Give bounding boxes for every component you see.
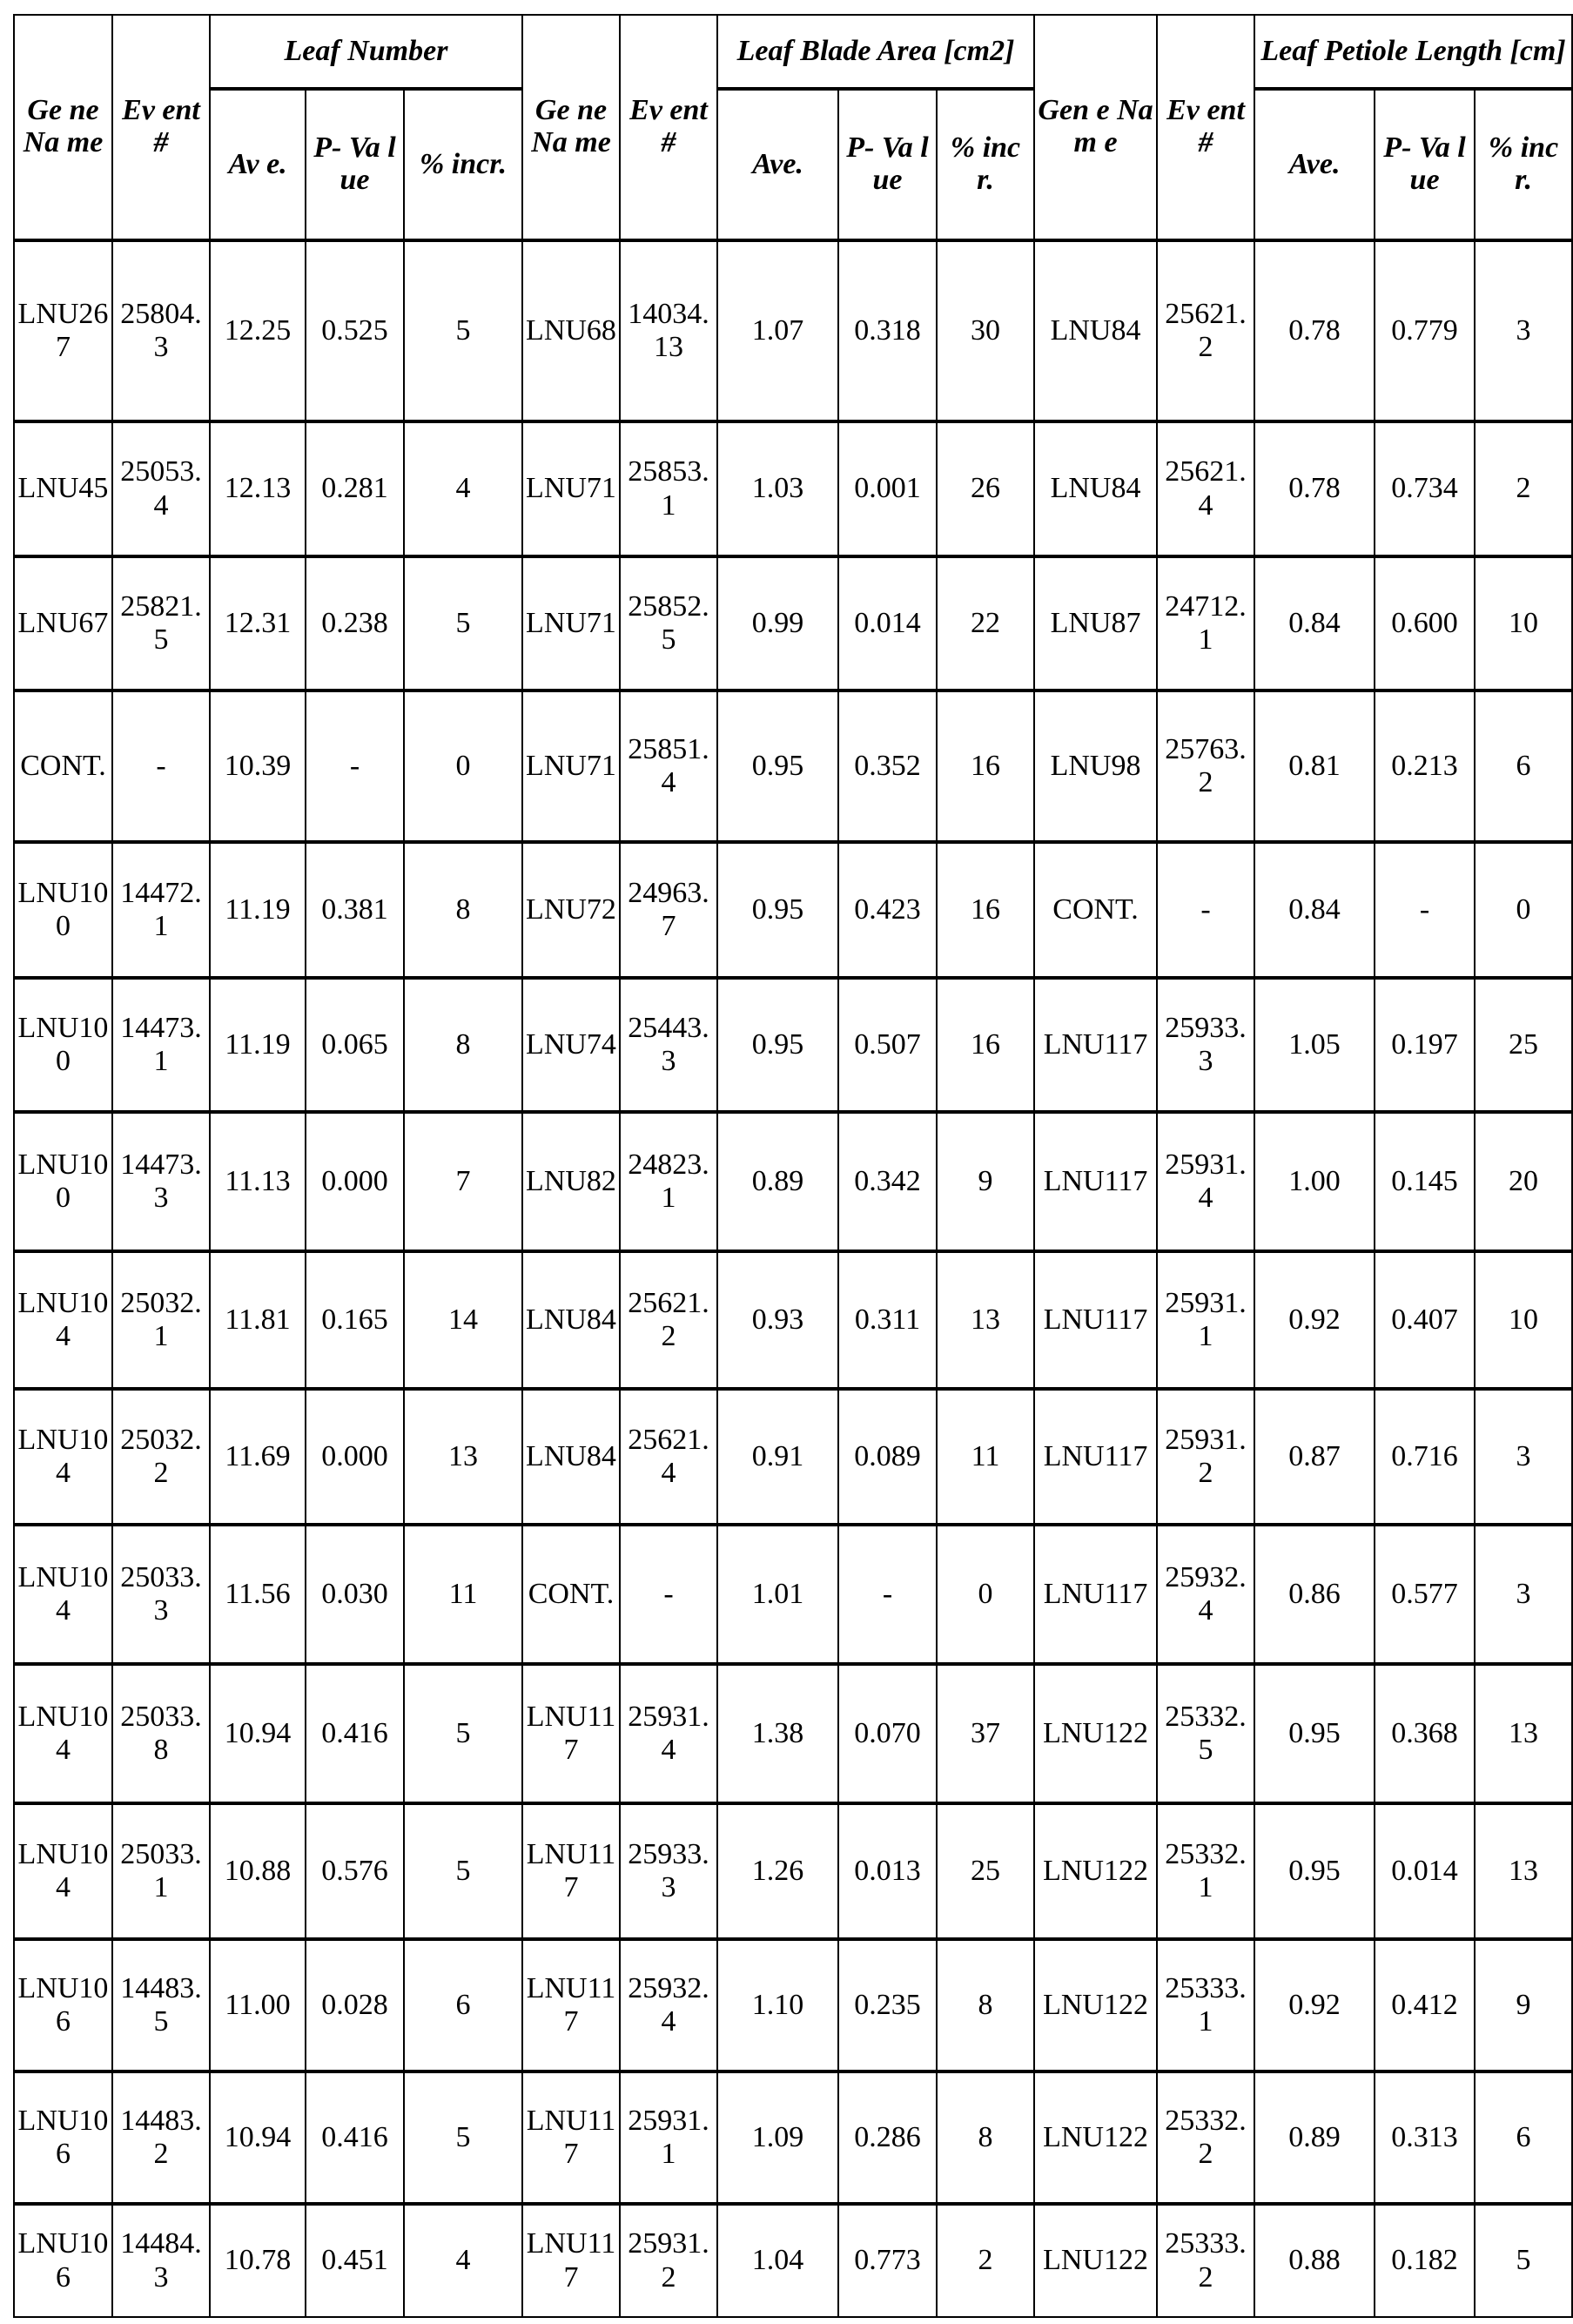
cell-g3-incr: 0 (1475, 842, 1572, 978)
cell-g1-incr: 5 (404, 1803, 522, 1939)
cell-g2-incr: 16 (937, 842, 1034, 978)
cell-g3-gene: LNU117 (1034, 978, 1157, 1112)
table-row (14, 1251, 1572, 1389)
cell-g1-event: 25033.3 (112, 1525, 210, 1664)
cell-g1-gene: LNU100 (14, 1112, 112, 1251)
cell-g1-ave: 12.31 (210, 556, 306, 690)
cell-g2-ave: 1.38 (717, 1664, 838, 1803)
cell-g2-gene: LNU117 (522, 1664, 620, 1803)
cell-g2-ave: 0.93 (717, 1251, 838, 1389)
cell-g2-ave: 0.95 (717, 842, 838, 978)
cell-g3-incr: 9 (1475, 1939, 1572, 2071)
cell-g2-p: 0.423 (838, 842, 937, 978)
col-header-event-1: Ev ent # (112, 15, 210, 240)
cell-g1-event: 25032.2 (112, 1389, 210, 1525)
cell-g3-gene: LNU122 (1034, 2071, 1157, 2204)
cell-g2-incr: 37 (937, 1664, 1034, 1803)
cell-g2-p: 0.286 (838, 2071, 937, 2204)
table-row (14, 2071, 1572, 2204)
cell-g3-ave: 0.87 (1254, 1389, 1375, 1525)
cell-g3-event: 25621.2 (1157, 240, 1254, 421)
cell-g3-gene: CONT. (1034, 842, 1157, 978)
cell-g3-event: 25931.1 (1157, 1251, 1254, 1389)
cell-g1-p: 0.416 (306, 2071, 404, 2204)
cell-g1-incr: 5 (404, 556, 522, 690)
cell-g2-p: 0.507 (838, 978, 937, 1112)
cell-g3-incr: 2 (1475, 421, 1572, 556)
cell-g1-p: 0.000 (306, 1112, 404, 1251)
cell-g3-ave: 0.95 (1254, 1803, 1375, 1939)
cell-g3-ave: 0.78 (1254, 421, 1375, 556)
cell-g1-p: 0.165 (306, 1251, 404, 1389)
cell-g3-incr: 6 (1475, 690, 1572, 842)
group-header-leaf-blade-area: Leaf Blade Area [cm2] (717, 15, 1034, 89)
cell-g1-p: 0.381 (306, 842, 404, 978)
cell-g2-incr: 2 (937, 2204, 1034, 2317)
cell-g2-ave: 1.07 (717, 240, 838, 421)
cell-g2-gene: LNU117 (522, 2204, 620, 2317)
cell-g2-incr: 13 (937, 1251, 1034, 1389)
cell-g3-event: 25621.4 (1157, 421, 1254, 556)
cell-g2-gene: LNU117 (522, 1939, 620, 2071)
table-row (14, 1939, 1572, 2071)
cell-g2-gene: LNU72 (522, 842, 620, 978)
cell-g3-incr: 13 (1475, 1803, 1572, 1939)
cell-g2-event: 14034.13 (620, 240, 717, 421)
cell-g2-incr: 16 (937, 690, 1034, 842)
cell-g1-gene: LNU267 (14, 240, 112, 421)
cell-g2-incr: 22 (937, 556, 1034, 690)
cell-g3-incr: 5 (1475, 2204, 1572, 2317)
cell-g2-gene: LNU71 (522, 421, 620, 556)
cell-g3-ave: 0.88 (1254, 2204, 1375, 2317)
cell-g2-p: 0.342 (838, 1112, 937, 1251)
cell-g2-event: 25931.2 (620, 2204, 717, 2317)
cell-g1-incr: 4 (404, 421, 522, 556)
cell-g1-incr: 5 (404, 1664, 522, 1803)
cell-g1-event: 14483.2 (112, 2071, 210, 2204)
cell-g2-gene: LNU117 (522, 2071, 620, 2204)
cell-g2-p: 0.014 (838, 556, 937, 690)
cell-g3-p: 0.014 (1375, 1803, 1475, 1939)
cell-g1-gene: LNU106 (14, 1939, 112, 2071)
cell-g2-event: 25852.5 (620, 556, 717, 690)
cell-g2-incr: 25 (937, 1803, 1034, 1939)
cell-g3-gene: LNU117 (1034, 1389, 1157, 1525)
table-row (14, 842, 1572, 978)
cell-g1-event: 25032.1 (112, 1251, 210, 1389)
cell-g2-event: 25932.4 (620, 1939, 717, 2071)
cell-g3-p: 0.600 (1375, 556, 1475, 690)
col-header-event-2: Ev ent # (620, 15, 717, 240)
cell-g1-ave: 11.56 (210, 1525, 306, 1664)
cell-g3-gene: LNU122 (1034, 1803, 1157, 1939)
cell-g3-p: - (1375, 842, 1475, 978)
cell-g2-ave: 1.10 (717, 1939, 838, 2071)
cell-g1-p: 0.030 (306, 1525, 404, 1664)
cell-g3-p: 0.577 (1375, 1525, 1475, 1664)
cell-g1-ave: 12.25 (210, 240, 306, 421)
group-header-leaf-petiole-length: Leaf Petiole Length [cm] (1254, 15, 1572, 89)
cell-g3-gene: LNU122 (1034, 2204, 1157, 2317)
leaf-measurements-table (13, 14, 1573, 2318)
cell-g1-incr: 11 (404, 1525, 522, 1664)
cell-g2-p: 0.089 (838, 1389, 937, 1525)
cell-g1-p: - (306, 690, 404, 842)
cell-g1-ave: 10.88 (210, 1803, 306, 1939)
cell-g1-p: 0.065 (306, 978, 404, 1112)
cell-g1-incr: 4 (404, 2204, 522, 2317)
cell-g3-gene: LNU122 (1034, 1664, 1157, 1803)
cell-g3-incr: 20 (1475, 1112, 1572, 1251)
cell-g3-p: 0.779 (1375, 240, 1475, 421)
cell-g3-event: 25763.2 (1157, 690, 1254, 842)
cell-g3-gene: LNU122 (1034, 1939, 1157, 2071)
cell-g2-ave: 0.89 (717, 1112, 838, 1251)
cell-g1-p: 0.281 (306, 421, 404, 556)
cell-g1-event: - (112, 690, 210, 842)
cell-g1-incr: 6 (404, 1939, 522, 2071)
cell-g3-ave: 1.00 (1254, 1112, 1375, 1251)
table-row (14, 978, 1572, 1112)
cell-g1-ave: 11.00 (210, 1939, 306, 2071)
cell-g3-incr: 3 (1475, 240, 1572, 421)
cell-g2-gene: LNU68 (522, 240, 620, 421)
cell-g3-ave: 0.78 (1254, 240, 1375, 421)
cell-g3-event: 25931.2 (1157, 1389, 1254, 1525)
cell-g3-incr: 13 (1475, 1664, 1572, 1803)
cell-g3-ave: 0.84 (1254, 842, 1375, 978)
cell-g1-p: 0.028 (306, 1939, 404, 2071)
cell-g3-event: 25332.5 (1157, 1664, 1254, 1803)
table-row (14, 1803, 1572, 1939)
cell-g1-ave: 10.94 (210, 2071, 306, 2204)
cell-g2-gene: CONT. (522, 1525, 620, 1664)
cell-g2-event: 25931.4 (620, 1664, 717, 1803)
cell-g2-gene: LNU84 (522, 1251, 620, 1389)
cell-g1-p: 0.525 (306, 240, 404, 421)
cell-g2-ave: 0.95 (717, 978, 838, 1112)
cell-g3-p: 0.213 (1375, 690, 1475, 842)
cell-g1-event: 25033.1 (112, 1803, 210, 1939)
cell-g1-gene: LNU104 (14, 1389, 112, 1525)
cell-g3-ave: 1.05 (1254, 978, 1375, 1112)
cell-g3-p: 0.368 (1375, 1664, 1475, 1803)
cell-g2-gene: LNU117 (522, 1803, 620, 1939)
cell-g1-event: 14473.3 (112, 1112, 210, 1251)
cell-g2-ave: 0.99 (717, 556, 838, 690)
cell-g2-ave: 1.04 (717, 2204, 838, 2317)
cell-g3-event: - (1157, 842, 1254, 978)
cell-g2-p: 0.001 (838, 421, 937, 556)
cell-g1-ave: 11.13 (210, 1112, 306, 1251)
cell-g3-event: 25333.2 (1157, 2204, 1254, 2317)
col-header-gene-name-3: Gen e Nam e (1034, 15, 1157, 240)
table-row (14, 1664, 1572, 1803)
cell-g3-incr: 3 (1475, 1389, 1572, 1525)
cell-g2-gene: LNU84 (522, 1389, 620, 1525)
table-body (14, 240, 1572, 2317)
cell-g3-ave: 0.89 (1254, 2071, 1375, 2204)
cell-g2-incr: 8 (937, 2071, 1034, 2204)
cell-g3-p: 0.716 (1375, 1389, 1475, 1525)
cell-g1-incr: 8 (404, 978, 522, 1112)
cell-g1-event: 14484.3 (112, 2204, 210, 2317)
cell-g3-p: 0.313 (1375, 2071, 1475, 2204)
col-header-pvalue-3: P- Va lue (1375, 89, 1475, 240)
cell-g2-ave: 1.03 (717, 421, 838, 556)
cell-g2-incr: 0 (937, 1525, 1034, 1664)
cell-g2-p: 0.352 (838, 690, 937, 842)
cell-g3-p: 0.734 (1375, 421, 1475, 556)
cell-g3-event: 25332.2 (1157, 2071, 1254, 2204)
cell-g2-gene: LNU71 (522, 556, 620, 690)
table-row (14, 1112, 1572, 1251)
cell-g2-gene: LNU74 (522, 978, 620, 1112)
col-header-ave-2: Ave. (717, 89, 838, 240)
cell-g2-gene: LNU71 (522, 690, 620, 842)
cell-g3-p: 0.407 (1375, 1251, 1475, 1389)
cell-g2-p: 0.013 (838, 1803, 937, 1939)
cell-g3-p: 0.145 (1375, 1112, 1475, 1251)
cell-g2-p: 0.235 (838, 1939, 937, 2071)
cell-g2-p: 0.311 (838, 1251, 937, 1389)
cell-g1-gene: LNU100 (14, 842, 112, 978)
cell-g1-incr: 0 (404, 690, 522, 842)
cell-g1-event: 14483.5 (112, 1939, 210, 2071)
cell-g3-event: 25933.3 (1157, 978, 1254, 1112)
col-header-pvalue-2: P- Va lue (838, 89, 937, 240)
table-row (14, 690, 1572, 842)
cell-g2-event: 24963.7 (620, 842, 717, 978)
cell-g3-incr: 6 (1475, 2071, 1572, 2204)
cell-g1-incr: 13 (404, 1389, 522, 1525)
cell-g1-gene: LNU45 (14, 421, 112, 556)
cell-g2-event: 25853.1 (620, 421, 717, 556)
cell-g3-p: 0.412 (1375, 1939, 1475, 2071)
table-row (14, 556, 1572, 690)
cell-g3-ave: 0.84 (1254, 556, 1375, 690)
group-header-leaf-number: Leaf Number (210, 15, 522, 89)
cell-g1-gene: CONT. (14, 690, 112, 842)
cell-g2-incr: 30 (937, 240, 1034, 421)
cell-g2-incr: 26 (937, 421, 1034, 556)
cell-g1-p: 0.576 (306, 1803, 404, 1939)
col-header-event-3: Ev ent # (1157, 15, 1254, 240)
cell-g3-p: 0.182 (1375, 2204, 1475, 2317)
cell-g1-ave: 11.69 (210, 1389, 306, 1525)
table-row (14, 240, 1572, 421)
cell-g1-gene: LNU106 (14, 2204, 112, 2317)
cell-g1-incr: 14 (404, 1251, 522, 1389)
cell-g1-gene: LNU67 (14, 556, 112, 690)
cell-g1-ave: 11.19 (210, 842, 306, 978)
col-header-incr-3: % inc r. (1475, 89, 1572, 240)
cell-g2-event: 25621.2 (620, 1251, 717, 1389)
cell-g3-incr: 10 (1475, 556, 1572, 690)
cell-g1-incr: 7 (404, 1112, 522, 1251)
cell-g2-event: 25621.4 (620, 1389, 717, 1525)
cell-g1-ave: 10.94 (210, 1664, 306, 1803)
table-row (14, 421, 1572, 556)
cell-g2-ave: 1.01 (717, 1525, 838, 1664)
cell-g1-p: 0.000 (306, 1389, 404, 1525)
table-row (14, 2204, 1572, 2317)
cell-g3-p: 0.197 (1375, 978, 1475, 1112)
cell-g1-event: 25053.4 (112, 421, 210, 556)
cell-g1-ave: 11.19 (210, 978, 306, 1112)
cell-g2-event: 24823.1 (620, 1112, 717, 1251)
cell-g3-ave: 0.81 (1254, 690, 1375, 842)
cell-g1-event: 25821.5 (112, 556, 210, 690)
cell-g2-event: - (620, 1525, 717, 1664)
cell-g3-ave: 0.92 (1254, 1939, 1375, 2071)
cell-g3-gene: LNU117 (1034, 1525, 1157, 1664)
cell-g2-incr: 11 (937, 1389, 1034, 1525)
cell-g1-gene: LNU104 (14, 1664, 112, 1803)
col-header-gene-name-2: Ge ne Na me (522, 15, 620, 240)
col-header-gene-name-1: Ge ne Na me (14, 15, 112, 240)
cell-g2-ave: 0.91 (717, 1389, 838, 1525)
cell-g2-incr: 9 (937, 1112, 1034, 1251)
cell-g3-gene: LNU84 (1034, 240, 1157, 421)
cell-g3-event: 25932.4 (1157, 1525, 1254, 1664)
cell-g2-event: 25443.3 (620, 978, 717, 1112)
cell-g3-gene: LNU84 (1034, 421, 1157, 556)
cell-g2-gene: LNU82 (522, 1112, 620, 1251)
col-header-incr-1: % incr. (404, 89, 522, 240)
cell-g1-incr: 5 (404, 2071, 522, 2204)
cell-g1-event: 14472.1 (112, 842, 210, 978)
cell-g2-p: 0.070 (838, 1664, 937, 1803)
cell-g2-p: 0.318 (838, 240, 937, 421)
col-header-pvalue-1: P- Va lue (306, 89, 404, 240)
cell-g3-gene: LNU87 (1034, 556, 1157, 690)
cell-g2-p: 0.773 (838, 2204, 937, 2317)
cell-g1-p: 0.416 (306, 1664, 404, 1803)
cell-g3-incr: 25 (1475, 978, 1572, 1112)
cell-g3-event: 24712.1 (1157, 556, 1254, 690)
cell-g1-p: 0.238 (306, 556, 404, 690)
cell-g1-ave: 10.39 (210, 690, 306, 842)
cell-g2-event: 25851.4 (620, 690, 717, 842)
cell-g3-event: 25332.1 (1157, 1803, 1254, 1939)
cell-g3-gene: LNU117 (1034, 1251, 1157, 1389)
cell-g1-ave: 12.13 (210, 421, 306, 556)
cell-g2-incr: 16 (937, 978, 1034, 1112)
cell-g1-gene: LNU104 (14, 1525, 112, 1664)
cell-g2-event: 25933.3 (620, 1803, 717, 1939)
cell-g3-ave: 0.95 (1254, 1664, 1375, 1803)
cell-g1-gene: LNU104 (14, 1251, 112, 1389)
cell-g1-incr: 5 (404, 240, 522, 421)
table-row (14, 1389, 1572, 1525)
cell-g1-p: 0.451 (306, 2204, 404, 2317)
cell-g3-gene: LNU98 (1034, 690, 1157, 842)
cell-g2-p: - (838, 1525, 937, 1664)
cell-g1-event: 14473.1 (112, 978, 210, 1112)
cell-g2-ave: 1.26 (717, 1803, 838, 1939)
col-header-ave-1: Av e. (210, 89, 306, 240)
cell-g2-event: 25931.1 (620, 2071, 717, 2204)
cell-g1-ave: 11.81 (210, 1251, 306, 1389)
cell-g3-ave: 0.86 (1254, 1525, 1375, 1664)
cell-g1-gene: LNU106 (14, 2071, 112, 2204)
cell-g1-event: 25033.8 (112, 1664, 210, 1803)
cell-g2-incr: 8 (937, 1939, 1034, 2071)
cell-g1-incr: 8 (404, 842, 522, 978)
cell-g3-ave: 0.92 (1254, 1251, 1375, 1389)
cell-g3-incr: 10 (1475, 1251, 1572, 1389)
cell-g3-gene: LNU117 (1034, 1112, 1157, 1251)
col-header-incr-2: % inc r. (937, 89, 1034, 240)
cell-g3-incr: 3 (1475, 1525, 1572, 1664)
cell-g1-event: 25804.3 (112, 240, 210, 421)
col-header-ave-3: Ave. (1254, 89, 1375, 240)
cell-g2-ave: 1.09 (717, 2071, 838, 2204)
cell-g1-ave: 10.78 (210, 2204, 306, 2317)
cell-g1-gene: LNU104 (14, 1803, 112, 1939)
cell-g2-ave: 0.95 (717, 690, 838, 842)
cell-g3-event: 25931.4 (1157, 1112, 1254, 1251)
cell-g3-event: 25333.1 (1157, 1939, 1254, 2071)
cell-g1-gene: LNU100 (14, 978, 112, 1112)
table-row (14, 1525, 1572, 1664)
